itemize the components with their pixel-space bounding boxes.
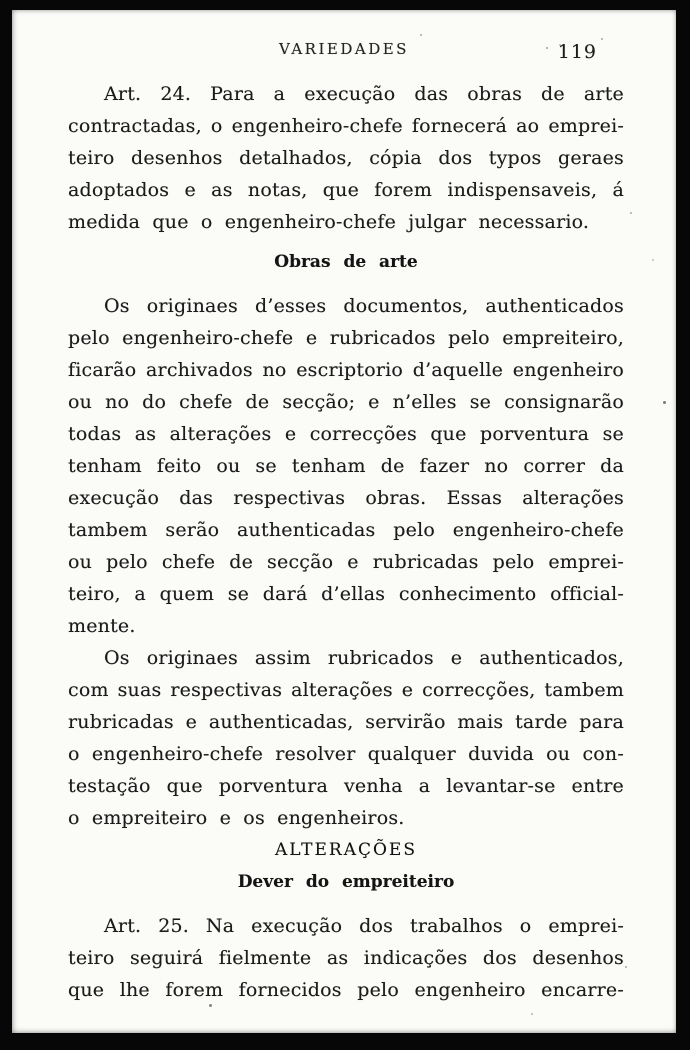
- text-line: tenham feito ou se tenham de fazer no correr da: [68, 455, 624, 477]
- originaes-paragraph-2: [68, 642, 624, 834]
- text-line: mente.: [68, 615, 136, 637]
- article-25-paragraph: [68, 910, 624, 1006]
- text-line: rubricadas e authenticadas, servirão mais tarde para: [68, 711, 624, 733]
- text-line: pelo engenheiro-chefe e rubricados pelo empreiteiro,: [68, 327, 624, 349]
- article-24-paragraph: [68, 78, 624, 238]
- text-line: teiro desenhos detalhados, cópia dos typos geraes: [68, 147, 624, 169]
- text-line: ou no do chefe de secção; e n’elles se consignarão: [68, 391, 624, 413]
- heading-alteracoes: ALTERAÇÕES: [274, 840, 417, 860]
- text-line: tambem serão authenticadas pelo engenheiro-chefe: [68, 519, 624, 541]
- text-line: ou pelo chefe de secção e rubricadas pelo emprei-: [68, 551, 624, 573]
- running-title: VARIEDADES: [279, 40, 409, 58]
- heading-obras-de-arte: Obras de arte: [274, 252, 418, 272]
- text-line: ficarão archivados no escriptorio d’aquelle engenheiro: [68, 359, 624, 381]
- originaes-paragraph-1: [68, 290, 624, 642]
- text-line: todas as alterações e correcções que porventura se: [68, 423, 624, 445]
- page-number: 119: [557, 41, 597, 63]
- text-line: o engenheiro-chefe resolver qualquer duvida ou con-: [68, 743, 624, 765]
- text-line: medida que o engenheiro-chefe julgar necessario.: [68, 211, 590, 233]
- text-line: execução das respectivas obras. Essas alterações: [68, 487, 624, 509]
- text-line: o empreiteiro e os engenheiros.: [68, 807, 405, 829]
- text-line: contractadas, o engenheiro-chefe fornecerá ao emprei-: [68, 115, 624, 137]
- text-line: teiro seguirá fielmente as indicações dos desenhos: [68, 947, 624, 969]
- text-line: Art. 25. Na execução dos trabalhos o emprei-: [104, 915, 624, 937]
- text-line: teiro, a quem se dará d’ellas conhecimento official-: [68, 583, 624, 605]
- text-line: Os originaes d’esses documentos, authenticados: [104, 295, 624, 317]
- text-line: Os originaes assim rubricados e authenticados,: [104, 647, 624, 669]
- text-line: com suas respectivas alterações e correcções, tambem: [68, 679, 624, 701]
- text-line: que lhe forem fornecidos pelo engenheiro encarre-: [68, 979, 624, 1001]
- text-line: testação que porventura venha a levantar-se entre: [68, 775, 624, 797]
- page-header: [12, 40, 676, 63]
- heading-dever-do-empreiteiro: Dever do empreiteiro: [237, 872, 455, 892]
- text-line: adoptados e as notas, que forem indispensaveis, á: [68, 179, 624, 201]
- page-body: [68, 60, 624, 1006]
- text-line: Art. 24. Para a execução das obras de arte: [104, 83, 624, 105]
- book-page: [12, 10, 676, 1033]
